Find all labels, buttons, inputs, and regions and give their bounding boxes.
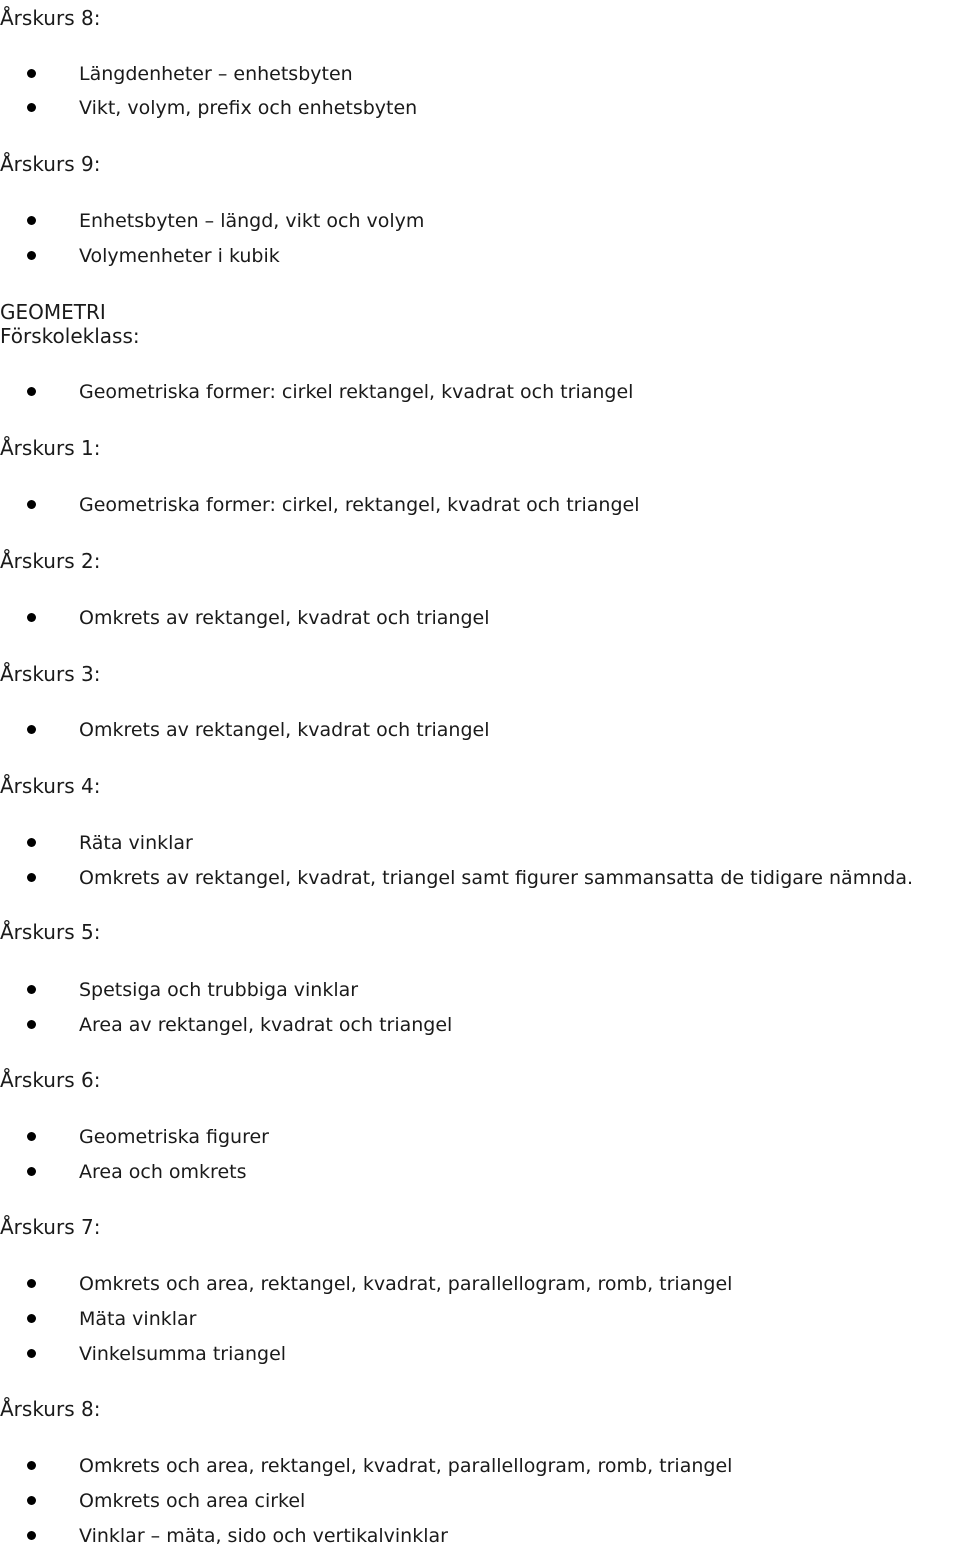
list-item-text: Omkrets av rektangel, kvadrat och triangel xyxy=(79,607,490,629)
list-item xyxy=(0,1307,960,1331)
list-item xyxy=(0,1160,960,1184)
list-item-text: Omkrets av rektangel, kvadrat, triangel samt figurer sammansatta de tidigare nämnda. xyxy=(79,867,913,889)
bullet-icon xyxy=(27,1531,36,1540)
list-item-text: Vikt, volym, prefix och enhetsbyten xyxy=(79,97,418,119)
section-title: GEOMETRI xyxy=(0,300,106,324)
list-item xyxy=(0,62,960,86)
bullet-icon xyxy=(27,103,36,112)
list-item-text: Volymenheter i kubik xyxy=(79,245,280,267)
list-item xyxy=(0,209,960,233)
list-item-text: Längdenheter – enhetsbyten xyxy=(79,63,353,85)
list-item xyxy=(0,718,960,742)
bullet-icon xyxy=(27,613,36,622)
bullet-icon xyxy=(27,1314,36,1323)
grade-heading: Årskurs 5: xyxy=(0,920,101,944)
list-item-text: Omkrets och area, rektangel, kvadrat, parallellogram, romb, triangel xyxy=(79,1455,733,1477)
grade-heading: Årskurs 1: xyxy=(0,436,101,460)
list-item-text: Geometriska figurer xyxy=(79,1126,269,1148)
list-item-text: Omkrets av rektangel, kvadrat och triangel xyxy=(79,719,490,741)
bullet-icon xyxy=(27,1496,36,1505)
grade-heading: Årskurs 9: xyxy=(0,152,101,176)
bullet-icon xyxy=(27,838,36,847)
grade-heading: Årskurs 6: xyxy=(0,1068,101,1092)
grade-heading: Årskurs 2: xyxy=(0,549,101,573)
list-item xyxy=(0,1013,960,1037)
bullet-icon xyxy=(27,1020,36,1029)
list-item-text: Omkrets och area cirkel xyxy=(79,1490,306,1512)
bullet-icon xyxy=(27,251,36,260)
grade-heading: Årskurs 8: xyxy=(0,1397,101,1421)
list-item-text: Area och omkrets xyxy=(79,1161,247,1183)
bullet-icon xyxy=(27,1461,36,1470)
list-item-text: Mäta vinklar xyxy=(79,1308,197,1330)
grade-heading: Årskurs 4: xyxy=(0,774,101,798)
list-item-text: Spetsiga och trubbiga vinklar xyxy=(79,979,359,1001)
list-item-text: Vinklar – mäta, sido och vertikalvinklar xyxy=(79,1525,448,1547)
list-item xyxy=(0,96,960,120)
list-item-text: Geometriska former: cirkel rektangel, kvadrat och triangel xyxy=(79,381,634,403)
grade-heading: Årskurs 7: xyxy=(0,1215,101,1239)
bullet-icon xyxy=(27,985,36,994)
list-item-text: Enhetsbyten – längd, vikt och volym xyxy=(79,210,425,232)
list-item-text: Omkrets och area, rektangel, kvadrat, parallellogram, romb, triangel xyxy=(79,1273,733,1295)
list-item xyxy=(0,1489,960,1513)
grade-heading: Förskoleklass: xyxy=(0,324,140,348)
list-item xyxy=(0,1342,960,1366)
list-item xyxy=(0,1524,960,1548)
grade-heading: Årskurs 3: xyxy=(0,662,101,686)
bullet-icon xyxy=(27,725,36,734)
list-item-text: Räta vinklar xyxy=(79,832,193,854)
list-item xyxy=(0,1272,960,1296)
bullet-icon xyxy=(27,1167,36,1176)
list-item xyxy=(0,606,960,630)
list-item xyxy=(0,493,960,517)
bullet-icon xyxy=(27,387,36,396)
list-item xyxy=(0,866,960,890)
bullet-icon xyxy=(27,500,36,509)
bullet-icon xyxy=(27,1349,36,1358)
bullet-icon xyxy=(27,873,36,882)
list-item xyxy=(0,831,960,855)
list-item-text: Geometriska former: cirkel, rektangel, kvadrat och triangel xyxy=(79,494,640,516)
list-item xyxy=(0,244,960,268)
list-item xyxy=(0,978,960,1002)
list-item xyxy=(0,380,960,404)
bullet-icon xyxy=(27,69,36,78)
bullet-icon xyxy=(27,216,36,225)
list-item-text: Area av rektangel, kvadrat och triangel xyxy=(79,1014,453,1036)
list-item xyxy=(0,1125,960,1149)
bullet-icon xyxy=(27,1132,36,1141)
grade-heading: Årskurs 8: xyxy=(0,6,101,30)
bullet-icon xyxy=(27,1279,36,1288)
list-item-text: Vinkelsumma triangel xyxy=(79,1343,287,1365)
list-item xyxy=(0,1454,960,1478)
